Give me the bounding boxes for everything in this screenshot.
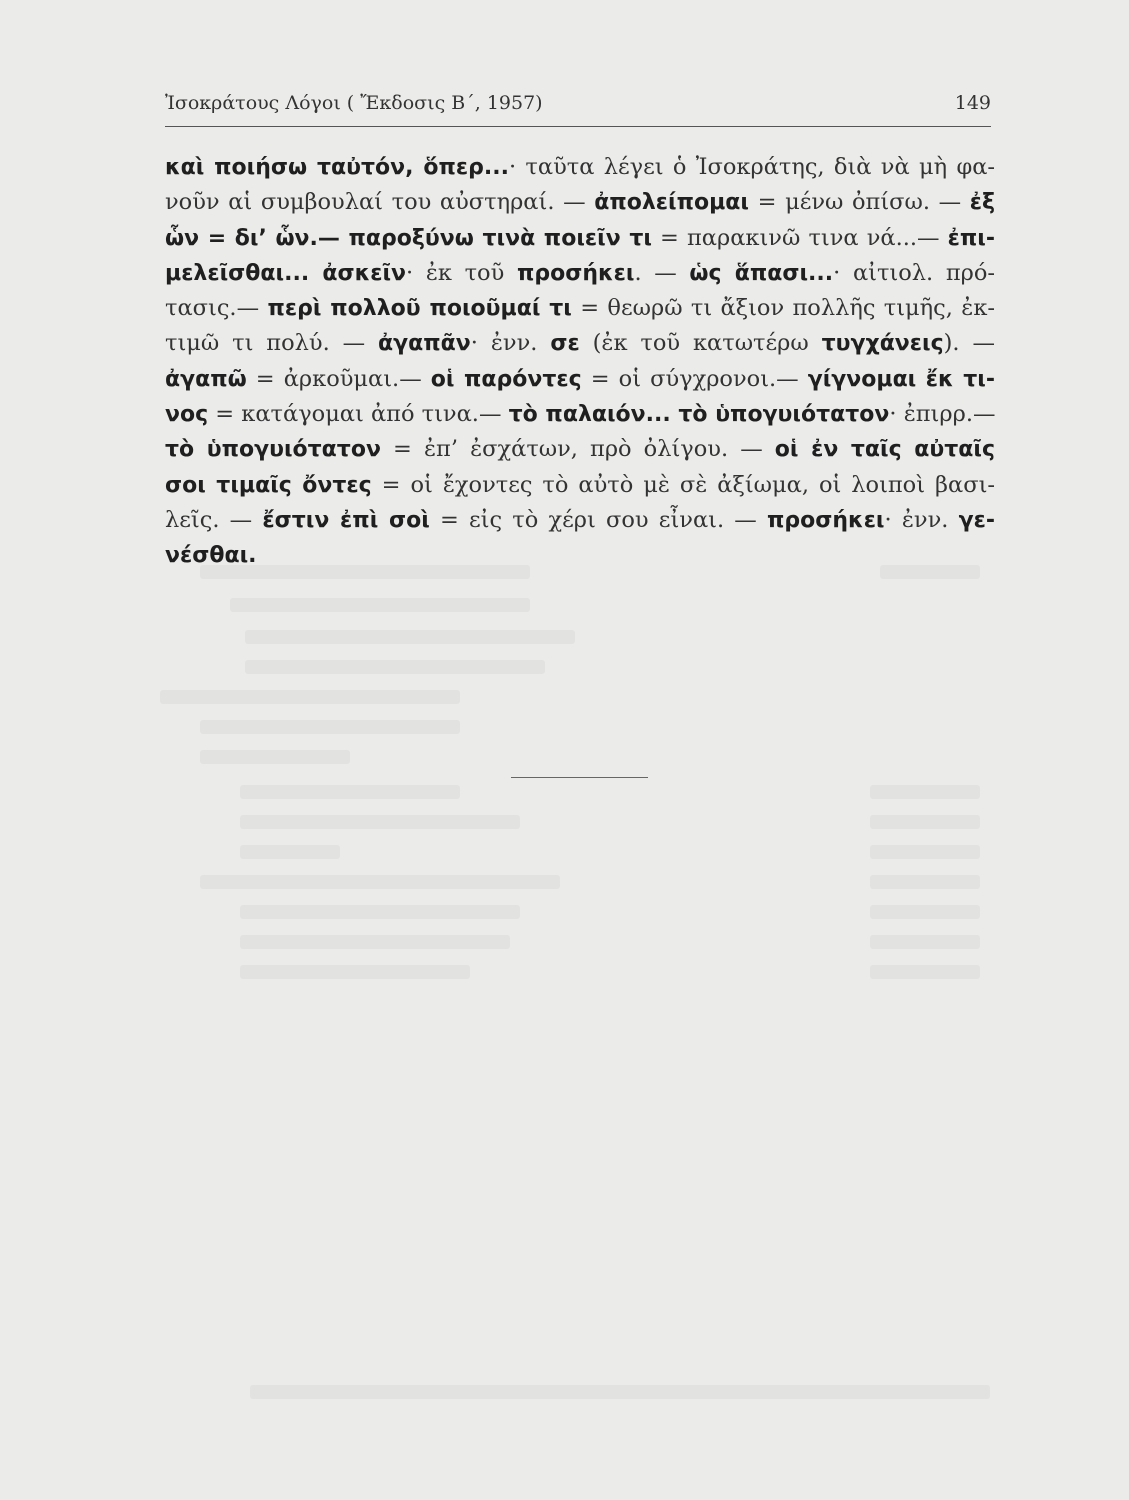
lemma-term: σοι τιμαῖς ὄντες [165,472,372,498]
lemma-term: ὧν = δι’ ὧν.— παροξύνω τινὰ ποιεῖν τι [165,225,652,251]
gloss-text: νοῦν αἱ συμβουλαί του αὐστηραί. — [165,189,595,216]
gloss-text: (ἐκ τοῦ κατωτέρω [579,330,822,357]
text-line [165,503,995,538]
text-line [165,150,995,185]
lemma-term: προσήκει [516,260,635,286]
text-line [165,326,995,361]
lemma-term: νος [165,402,209,428]
page-number: 149 [954,92,991,114]
text-line [165,397,995,432]
lemma-term: μελεῖσθαι... ἀσκεῖν [165,260,407,286]
lemma-term: γε- [958,507,996,533]
lemma-term: τὸ ὑπογυιότατον [165,437,381,463]
lemma-term: καὶ ποιήσω ταὐτόν, ὅπερ... [165,155,509,180]
lemma-term: ἐξ [969,190,996,216]
text-line [165,362,995,397]
lemma-term: νέσθαι. [165,543,257,569]
lemma-term: ἀγαπῶ [165,366,247,392]
lemma-term: προσήκει [767,507,885,533]
lemma-term: ὡς ἅπασι... [689,260,834,286]
lemma-term: ἐπι- [947,225,995,251]
lemma-term: σε [550,331,580,357]
gloss-text: . — [634,259,690,286]
header-rule [165,126,991,127]
lemma-term: γίγνομαι ἔκ τι- [807,366,995,392]
gloss-text: = ἀρκοῦμαι.— [246,365,431,392]
text-line [165,221,995,256]
text-line [165,432,995,467]
gloss-text: = παρακινῶ τινα νά...— [651,224,948,251]
gloss-text: · ἐνν. [884,506,959,533]
lemma-term: ἀγαπᾶν [378,331,471,357]
running-header [165,92,991,114]
text-line [165,291,995,326]
gloss-text: λεῖς. — [165,506,263,533]
text-line [165,185,995,220]
text-line [165,538,995,573]
gloss-text: = εἰς τὸ χέρι σου εἶναι. — [429,506,767,533]
gloss-text: ). — [943,330,995,357]
gloss-text: = μένω ὀπίσω. — [748,189,970,216]
gloss-text: = θεωρῶ τι ἄξιον πολλῆς τιμῆς, ἐκ- [571,295,995,322]
gloss-text: = ἐπ’ ἐσχάτων, πρὸ ὀλίγου. — [380,436,775,463]
commentary-text [165,150,995,574]
lemma-term: οἱ παρόντες [430,366,582,392]
lemma-term: τὸ παλαιόν... τὸ ὑπογυιότατον [508,402,890,428]
section-separator [511,777,648,778]
lemma-term: περὶ πολλοῦ ποιοῦμαί τι [267,296,572,322]
text-line [165,256,995,291]
lemma-term: ἔστιν ἐπὶ σοὶ [262,507,430,533]
gloss-text: · αἰτιολ. πρό- [833,259,995,286]
gloss-text: · ταῦτα λέγει ὁ Ἰσοκράτης, διὰ νὰ μὴ φα- [508,154,995,180]
gloss-text: = οἱ ἔχοντες τὸ αὐτὸ μὲ σὲ ἀξίωμα, οἱ λοιποὶ βασι- [371,471,995,498]
gloss-text: τασις.— [165,295,268,322]
gloss-text: = κατάγομαι ἀπό τινα.— [208,401,509,428]
gloss-text: = οἱ σύγχρονοι.— [581,365,808,392]
gloss-text: · ἐκ τοῦ [406,259,517,286]
lemma-term: οἱ ἐν ταῖς αὐταῖς [774,437,995,463]
lemma-term: ἀπολείπομαι [594,190,749,216]
gloss-text: τιμῶ τι πολύ. — [165,330,379,357]
text-line [165,468,995,503]
running-title: Ἰσοκράτους Λόγοι ( Ἔκδοσις Β΄, 1957) [165,92,543,114]
lemma-term: τυγχάνεις [821,331,944,357]
gloss-text: · ἐπιρρ.— [889,401,996,428]
gloss-text: · ἐνν. [470,330,551,357]
